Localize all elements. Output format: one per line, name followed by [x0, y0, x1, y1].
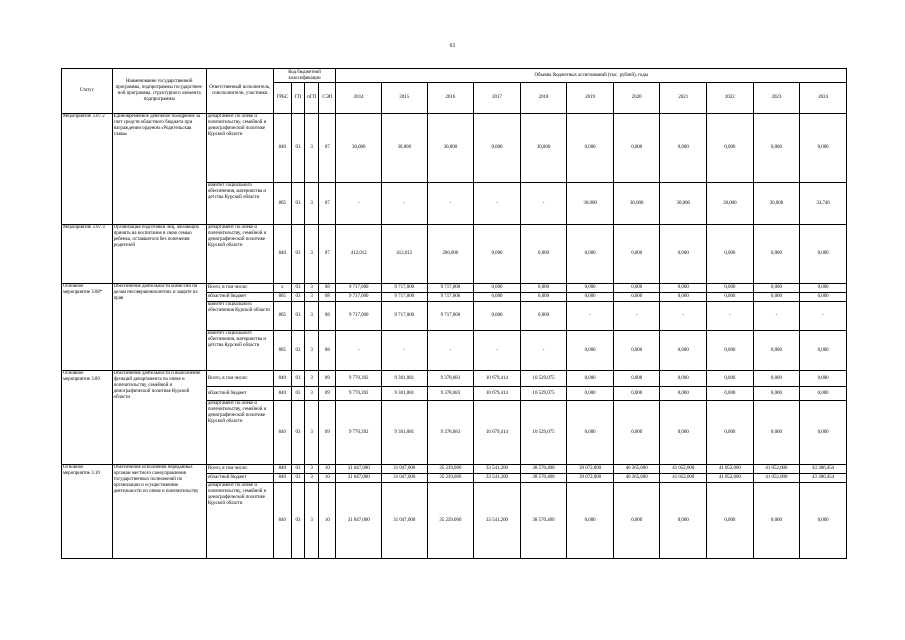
value-cell: 10 679,414 — [474, 387, 521, 401]
value-cell: 0,000 — [800, 387, 847, 401]
gp-cell: 03 — [291, 465, 304, 474]
value-cell: - — [753, 302, 800, 331]
grbs-cell: 805 — [273, 183, 291, 225]
header-year: 2019 — [567, 83, 614, 114]
value-cell: 0,000 — [567, 387, 614, 401]
value-cell: - — [382, 331, 428, 371]
value-cell: 30,000 — [567, 183, 614, 225]
header-year: 2020 — [613, 83, 660, 114]
sep-cell: 08 — [319, 302, 336, 331]
value-cell: - — [336, 331, 382, 371]
value-cell: 206,006 — [427, 225, 474, 284]
value-cell: 0,000 — [800, 293, 847, 302]
sep-cell: 07 — [319, 225, 336, 284]
value-cell: 0,000 — [567, 371, 614, 387]
executor-cell: Всего, в том числе: — [206, 284, 273, 293]
grbs-cell: 840 — [273, 483, 291, 559]
value-cell: 31 047,000 — [382, 474, 428, 483]
value-cell: 31 047,000 — [382, 483, 428, 559]
pgp-cell: 3 — [305, 465, 319, 474]
pgp-cell: 3 — [305, 387, 319, 401]
value-cell: 0,000 — [613, 114, 660, 183]
value-cell: 0,000 — [800, 371, 847, 387]
value-cell: 0,000 — [753, 114, 800, 183]
value-cell: 0,000 — [753, 387, 800, 401]
status-cell: Мероприятие 3.07.3 — [62, 225, 113, 284]
value-cell: 0,000 — [567, 293, 614, 302]
name-cell: Единовременное денежное поощрение за счет средств областного бюджета при награждении орденом «Родительская слава» — [112, 114, 206, 225]
executor-cell: Всего, в том числе: — [206, 371, 273, 387]
pgp-cell: 3 — [305, 183, 319, 225]
value-cell: 0,000 — [520, 293, 567, 302]
gp-cell: 03 — [291, 401, 304, 465]
value-cell: 0,000 — [520, 284, 567, 293]
value-cell: 0,000 — [474, 284, 521, 293]
value-cell: 0,000 — [613, 331, 660, 371]
value-cell: 9 378,683 — [427, 387, 474, 401]
header-status: Статус — [62, 69, 113, 114]
value-cell: 10 529,075 — [520, 371, 567, 387]
executor-cell: департамент по опеке и попечительству, семейной и демографической политике Курской области — [206, 401, 273, 465]
value-cell: - — [382, 183, 428, 225]
status-cell: Основное мероприятие 3.09 — [62, 371, 113, 465]
value-cell: 0,000 — [660, 387, 707, 401]
value-cell: 9 301,081 — [382, 371, 428, 387]
value-cell: 0,000 — [520, 225, 567, 284]
table-row — [62, 465, 847, 474]
table-row — [62, 371, 847, 387]
value-cell: 0,000 — [613, 387, 660, 401]
value-cell: 33,746 — [800, 183, 847, 225]
pgp-cell: 3 — [305, 371, 319, 387]
value-cell: 0,000 — [613, 371, 660, 387]
value-cell: 0,000 — [707, 284, 754, 293]
executor-cell: комитет социального обеспечения, материнства и детства Курской области — [206, 331, 273, 371]
value-cell: 10 679,414 — [474, 401, 521, 465]
value-cell: 10 679,414 — [474, 371, 521, 387]
value-cell: 30,000 — [660, 183, 707, 225]
sep-cell: 09 — [319, 387, 336, 401]
value-cell: 9 717,000 — [336, 293, 382, 302]
value-cell: 41 052,000 — [753, 474, 800, 483]
value-cell: 0,000 — [800, 401, 847, 465]
value-cell: 0,000 — [800, 331, 847, 371]
status-cell: Основное мероприятие 3.10 — [62, 465, 113, 559]
grbs-cell: 840 — [273, 225, 291, 284]
sep-cell: 08 — [319, 331, 336, 371]
grbs-cell: 840 — [273, 114, 291, 183]
value-cell: - — [567, 302, 614, 331]
value-cell: 9 717,000 — [427, 293, 474, 302]
gp-cell: 03 — [291, 371, 304, 387]
value-cell: 31 047,000 — [336, 474, 382, 483]
value-cell: - — [800, 302, 847, 331]
value-cell: 35 239,000 — [427, 483, 474, 559]
executor-cell: департамент по опеке и попечительству, семейной и демографической политике Курской области — [206, 114, 273, 183]
value-cell: 40 365,600 — [613, 465, 660, 474]
value-cell: 0,000 — [567, 284, 614, 293]
value-cell: 33 541,200 — [474, 483, 521, 559]
gp-cell: 03 — [291, 331, 304, 371]
value-cell: 9 717,000 — [427, 302, 474, 331]
gp-cell: 03 — [291, 284, 304, 293]
executor-cell: департамент по опеке и попечительству, семейной и демографической политике Курской области — [206, 483, 273, 559]
value-cell: 38 570,400 — [520, 474, 567, 483]
value-cell: 39 072,000 — [567, 474, 614, 483]
value-cell: 30,000 — [427, 114, 474, 183]
value-cell: 35 239,000 — [427, 474, 474, 483]
value-cell: 0,000 — [753, 401, 800, 465]
value-cell: 31 047,000 — [336, 465, 382, 474]
sep-cell: 10 — [319, 474, 336, 483]
table-row — [62, 225, 847, 284]
value-cell: 39 072,000 — [567, 465, 614, 474]
name-cell: Обеспечение исполнения переданных органам местного самоуправления государственных полномочий по организации и осуществлению деятельности по опеке и попечительству — [112, 465, 206, 559]
value-cell: 43 386,454 — [800, 474, 847, 483]
value-cell: 38 570,400 — [520, 483, 567, 559]
value-cell: 0,000 — [660, 114, 707, 183]
sep-cell: 09 — [319, 401, 336, 465]
grbs-cell: 840 — [273, 465, 291, 474]
header-grbs: ГРБС — [273, 83, 291, 114]
value-cell: - — [660, 302, 707, 331]
value-cell: 0,000 — [613, 284, 660, 293]
value-cell: 33 541,200 — [474, 465, 521, 474]
header-year: 2023 — [753, 83, 800, 114]
pgp-cell: 3 — [305, 293, 319, 302]
value-cell: 0,000 — [753, 331, 800, 371]
grbs-cell: 805 — [273, 293, 291, 302]
value-cell: - — [474, 331, 521, 371]
value-cell: - — [613, 302, 660, 331]
value-cell: 0,000 — [753, 483, 800, 559]
value-cell: 0,000 — [753, 284, 800, 293]
header-year: 2016 — [427, 83, 474, 114]
value-cell: 0,000 — [474, 225, 521, 284]
pgp-cell: 3 — [305, 483, 319, 559]
value-cell: 0,000 — [567, 401, 614, 465]
value-cell: 0,000 — [660, 401, 707, 465]
status-cell: Основное мероприятие 3.08* — [62, 284, 113, 371]
value-cell: 38 570,400 — [520, 465, 567, 474]
value-cell: 9 717,000 — [336, 284, 382, 293]
header-code-group: Код бюджетной классификации — [273, 69, 336, 83]
value-cell: 0,000 — [707, 387, 754, 401]
value-cell: 30,000 — [336, 114, 382, 183]
value-cell: 9 717,000 — [427, 284, 474, 293]
value-cell: 0,000 — [707, 114, 754, 183]
value-cell: 0,000 — [707, 401, 754, 465]
budget-allocation-table — [61, 68, 847, 559]
name-cell: Организация подготовки лиц, желающих принять на воспитание в свою семью ребенка, оставшегося без попечения родителей — [112, 225, 206, 284]
value-cell: - — [520, 331, 567, 371]
value-cell: 0,000 — [613, 401, 660, 465]
executor-cell: областной бюджет — [206, 474, 273, 483]
gp-cell: 03 — [291, 225, 304, 284]
pgp-cell: 3 — [305, 302, 319, 331]
value-cell: 35 239,000 — [427, 465, 474, 474]
value-cell: 41 052,000 — [753, 465, 800, 474]
value-cell: 0,000 — [660, 483, 707, 559]
value-cell: 0,000 — [660, 225, 707, 284]
gp-cell: 03 — [291, 293, 304, 302]
executor-cell: комитет социального обеспечения Курской области — [206, 302, 273, 331]
sep-cell: 07 — [319, 183, 336, 225]
value-cell: 30,000 — [613, 183, 660, 225]
name-cell: Обеспечение деятельности комиссий по делам несовершеннолетних и защите их прав — [112, 284, 206, 371]
value-cell: - — [707, 302, 754, 331]
name-cell: Обеспечение деятельности и выполнение функций департамента по опеке и попечительству, семейной и демографической политике Курской области — [112, 371, 206, 465]
executor-cell: областной бюджет — [206, 387, 273, 401]
gp-cell: 03 — [291, 183, 304, 225]
gp-cell: 03 — [291, 302, 304, 331]
value-cell: 9 378,683 — [427, 371, 474, 387]
value-cell: 0,000 — [707, 331, 754, 371]
value-cell: 9 770,392 — [336, 401, 382, 465]
value-cell: 0,000 — [707, 483, 754, 559]
sep-cell: 07 — [319, 114, 336, 183]
value-cell: 0,000 — [520, 302, 567, 331]
grbs-cell: 840 — [273, 474, 291, 483]
header-sep: СЭП — [319, 83, 336, 114]
header-volumes: Объемы бюджетных ассигнований (тыс. рублей), годы — [336, 69, 847, 83]
value-cell: 0,000 — [474, 114, 521, 183]
value-cell: 0,000 — [567, 483, 614, 559]
value-cell: - — [336, 183, 382, 225]
executor-cell: департамент по опеке и попечительству, семейной и демографической политике Курской области — [206, 225, 273, 284]
gp-cell: 03 — [291, 483, 304, 559]
pgp-cell: 3 — [305, 474, 319, 483]
value-cell: 0,000 — [753, 293, 800, 302]
value-cell: 9 717,000 — [382, 293, 428, 302]
value-cell: 0,000 — [800, 483, 847, 559]
grbs-cell: 805 — [273, 331, 291, 371]
value-cell: 9 717,000 — [382, 284, 428, 293]
header-gp: ГП — [291, 83, 304, 114]
header-year: 2015 — [382, 83, 428, 114]
value-cell: 9 717,000 — [336, 302, 382, 331]
pgp-cell: 3 — [305, 331, 319, 371]
value-cell: 30,000 — [707, 183, 754, 225]
value-cell: 0,000 — [660, 284, 707, 293]
value-cell: 0,000 — [613, 483, 660, 559]
table-row — [62, 114, 847, 183]
value-cell: 41 052,000 — [660, 465, 707, 474]
value-cell: 412,012 — [382, 225, 428, 284]
sep-cell: 10 — [319, 465, 336, 474]
header-year: 2018 — [520, 83, 567, 114]
value-cell: 33 541,200 — [474, 474, 521, 483]
value-cell: 9 770,392 — [336, 387, 382, 401]
value-cell: 0,000 — [707, 371, 754, 387]
sep-cell: 08 — [319, 284, 336, 293]
pgp-cell: 3 — [305, 114, 319, 183]
value-cell: 9 301,081 — [382, 387, 428, 401]
value-cell: 41 052,000 — [707, 465, 754, 474]
value-cell: 30,000 — [382, 114, 428, 183]
executor-cell: комитет социального обеспечения, материнства и детства Курской области — [206, 183, 273, 225]
grbs-cell: 840 — [273, 401, 291, 465]
status-cell: Мероприятие 3.07.2 — [62, 114, 113, 225]
value-cell: 43 386,454 — [800, 465, 847, 474]
header-name: Наименование государственной программы, подпрограммы государствен- ной программы, структурного элемента подпрограммы — [112, 69, 206, 114]
value-cell: 0,000 — [567, 331, 614, 371]
value-cell: 10 529,075 — [520, 401, 567, 465]
header-year: 2017 — [474, 83, 521, 114]
pgp-cell: 3 — [305, 401, 319, 465]
value-cell: 0,000 — [660, 293, 707, 302]
value-cell: 10 529,075 — [520, 387, 567, 401]
gp-cell: 03 — [291, 114, 304, 183]
value-cell: - — [427, 331, 474, 371]
value-cell: 41 052,000 — [707, 474, 754, 483]
value-cell: 0,000 — [613, 293, 660, 302]
value-cell: 0,000 — [753, 371, 800, 387]
sep-cell: 09 — [319, 371, 336, 387]
value-cell: 0,000 — [474, 293, 521, 302]
value-cell: 0,000 — [660, 331, 707, 371]
value-cell: 9 301,081 — [382, 401, 428, 465]
value-cell: 0,000 — [474, 302, 521, 331]
value-cell: 9 770,392 — [336, 371, 382, 387]
grbs-cell: 805 — [273, 302, 291, 331]
value-cell: 0,000 — [707, 293, 754, 302]
header-year: 2021 — [660, 83, 707, 114]
grbs-cell: 840 — [273, 371, 291, 387]
header-pgp: пГП — [305, 83, 319, 114]
gp-cell: 03 — [291, 474, 304, 483]
page-number: 61 — [449, 43, 456, 49]
value-cell: 40 365,600 — [613, 474, 660, 483]
value-cell: 0,000 — [613, 225, 660, 284]
value-cell: 0,000 — [753, 225, 800, 284]
value-cell: 0,000 — [567, 225, 614, 284]
header-year: 2014 — [336, 83, 382, 114]
value-cell: 30,000 — [520, 114, 567, 183]
sep-cell: 08 — [319, 293, 336, 302]
executor-cell: областной бюджет — [206, 293, 273, 302]
grbs-cell: 840 — [273, 387, 291, 401]
gp-cell: 03 — [291, 387, 304, 401]
value-cell: 9 378,683 — [427, 401, 474, 465]
value-cell: 412,012 — [336, 225, 382, 284]
value-cell: 31 047,000 — [382, 465, 428, 474]
pgp-cell: 3 — [305, 225, 319, 284]
value-cell: 31 047,000 — [336, 483, 382, 559]
header-year: 2022 — [707, 83, 754, 114]
header-executor: Ответственный исполнитель, соисполнители, участники — [206, 69, 273, 114]
value-cell: 0,000 — [800, 284, 847, 293]
header-year: 2024 — [800, 83, 847, 114]
grbs-cell: х — [273, 284, 291, 293]
value-cell: 0,000 — [800, 114, 847, 183]
value-cell: - — [520, 183, 567, 225]
value-cell: 0,000 — [707, 225, 754, 284]
value-cell: - — [427, 183, 474, 225]
value-cell: 30,000 — [753, 183, 800, 225]
executor-cell: Всего, в том числе: — [206, 465, 273, 474]
table-row — [62, 284, 847, 293]
value-cell: - — [474, 183, 521, 225]
value-cell: 0,000 — [660, 371, 707, 387]
pgp-cell: 3 — [305, 284, 319, 293]
value-cell: 0,000 — [800, 225, 847, 284]
value-cell: 0,000 — [567, 114, 614, 183]
value-cell: 9 717,000 — [382, 302, 428, 331]
value-cell: 41 052,000 — [660, 474, 707, 483]
sep-cell: 10 — [319, 483, 336, 559]
